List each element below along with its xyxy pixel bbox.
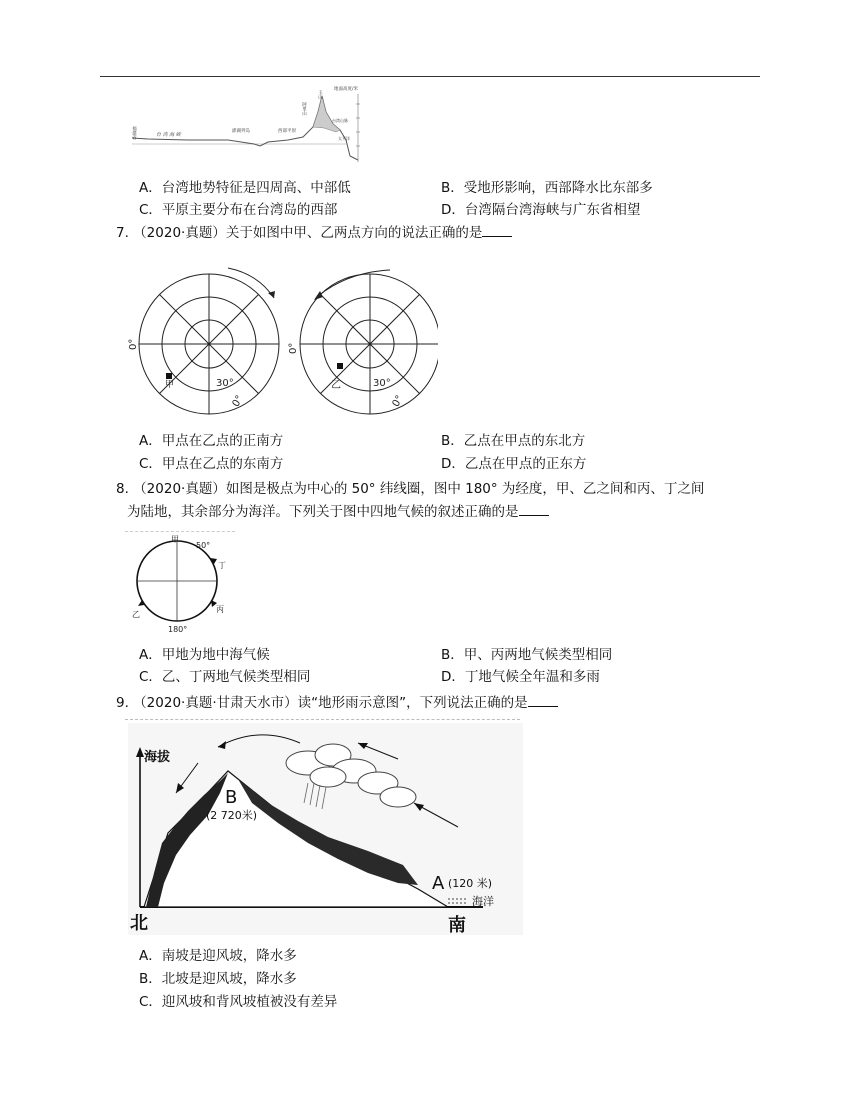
north-label: 北 bbox=[130, 913, 148, 934]
q7-option-d[interactable]: D．乙点在甲点的正东方 bbox=[441, 456, 587, 472]
q7-left-bottom-zero-label: 0° bbox=[230, 393, 246, 409]
sea-label: 海洋 bbox=[472, 895, 494, 908]
rotation-arrow-right bbox=[318, 270, 390, 296]
q6-option-d[interactable]: D．台湾隔台湾海峡与广东省相望 bbox=[441, 202, 641, 218]
q8-stem-line2: 为陆地，其余部分为海洋。下列关于图中四地气候的叙述正确的是 bbox=[127, 500, 549, 520]
q7-option-a[interactable]: A．甲点在乙点的正南方 bbox=[139, 433, 284, 449]
point-jia-marker bbox=[166, 373, 172, 379]
label-alishan: 阿里山 bbox=[301, 102, 307, 116]
label-height: 地面高度/米 bbox=[334, 87, 359, 92]
q7-option-b[interactable]: B．乙点在甲点的东北方 bbox=[441, 433, 586, 449]
point-yi-marker bbox=[337, 363, 343, 369]
label-west-plain: 西部平原 bbox=[278, 129, 296, 134]
q6-option-a[interactable]: A．台湾地势特征是四周高、中部低 bbox=[139, 180, 351, 196]
q8-ding-label: 丁 bbox=[218, 561, 226, 570]
q8-stem-line1: 8. （2020·真题）如图是极点为中心的 50° 纬线圈，图中 180° 为经度，甲、乙之间和丙、丁之间 bbox=[116, 481, 705, 497]
q9-option-a[interactable]: A．南坡是迎风坡，降水多 bbox=[139, 948, 297, 964]
q9-stem: 9. （2020·真题·甘肃天水市）读“地形雨示意图”，下列说法正确的是 bbox=[116, 691, 558, 711]
label-pacific: 太平洋 bbox=[338, 136, 350, 141]
foot-label: A bbox=[432, 873, 445, 894]
separator bbox=[125, 719, 520, 720]
polar-grid-jia bbox=[139, 274, 279, 414]
q8-latitude-circle-figure bbox=[126, 534, 246, 634]
y-axis-label: 海拔 bbox=[144, 750, 171, 765]
answer-blank[interactable] bbox=[482, 224, 512, 237]
q7-option-c[interactable]: C．甲点在乙点的东南方 bbox=[139, 456, 284, 472]
q6-option-c[interactable]: C．平原主要分布在台湾岛的西部 bbox=[139, 202, 338, 218]
q7-yi-label: 乙 bbox=[331, 380, 341, 391]
foot-height-label: (120 米) bbox=[448, 877, 493, 890]
q7-right-bottom-zero-label: 0° bbox=[390, 393, 406, 409]
q8-yi-label: 乙 bbox=[132, 610, 140, 619]
orographic-rain-figure bbox=[128, 723, 523, 935]
label-penghu: 澎湖列岛 bbox=[232, 129, 250, 134]
q7-left-thirty-label: 30° bbox=[216, 378, 234, 389]
q6-option-b[interactable]: B．受地形影响，西部降水比东部多 bbox=[441, 180, 653, 196]
label-mountains: 台湾山脉 bbox=[332, 118, 348, 123]
taiwan-profile-figure bbox=[128, 82, 378, 170]
q8-option-b[interactable]: B．甲、丙两地气候类型相同 bbox=[441, 647, 613, 663]
q7-right-zero-label: 0° bbox=[288, 342, 299, 354]
q7-right-thirty-label: 30° bbox=[373, 378, 391, 389]
q9-option-b[interactable]: B．北坡是迎风坡，降水多 bbox=[139, 971, 297, 987]
answer-blank[interactable] bbox=[519, 503, 549, 516]
label-yushan: 玉山 bbox=[317, 90, 323, 99]
answer-blank[interactable] bbox=[528, 694, 558, 707]
south-label: 南 bbox=[448, 915, 466, 935]
separator bbox=[125, 531, 235, 532]
rotation-arrow-left bbox=[228, 268, 274, 298]
q8-jia-label: 甲 bbox=[171, 535, 179, 544]
q8-option-d[interactable]: D．丁地气候全年温和多雨 bbox=[441, 669, 600, 685]
q7-stem: 7. （2020·真题）关于如图中甲、乙两点方向的说法正确的是 bbox=[116, 221, 512, 241]
q7-polar-grids-figure bbox=[128, 260, 438, 420]
q8-bing-label: 丙 bbox=[216, 605, 224, 614]
label-fujian: 福建省 bbox=[131, 126, 137, 140]
q8-option-a[interactable]: A．甲地为地中海气候 bbox=[139, 647, 270, 663]
q7-jia-label: 甲 bbox=[165, 380, 175, 390]
q8-option-c[interactable]: C．乙、丁两地气候类型相同 bbox=[139, 669, 311, 685]
peak-label: B bbox=[225, 787, 238, 808]
q9-option-c[interactable]: C．迎风坡和背风坡植被没有差异 bbox=[139, 994, 338, 1010]
q7-left-zero-label: 0° bbox=[128, 338, 139, 350]
q8-lon-label: 180° bbox=[168, 625, 188, 634]
q8-lat-label: 50° bbox=[196, 541, 211, 550]
peak-height-label: (2 720米) bbox=[206, 809, 258, 822]
header-rule bbox=[100, 76, 760, 77]
label-strait: 台 湾 海 峡 bbox=[156, 132, 181, 138]
